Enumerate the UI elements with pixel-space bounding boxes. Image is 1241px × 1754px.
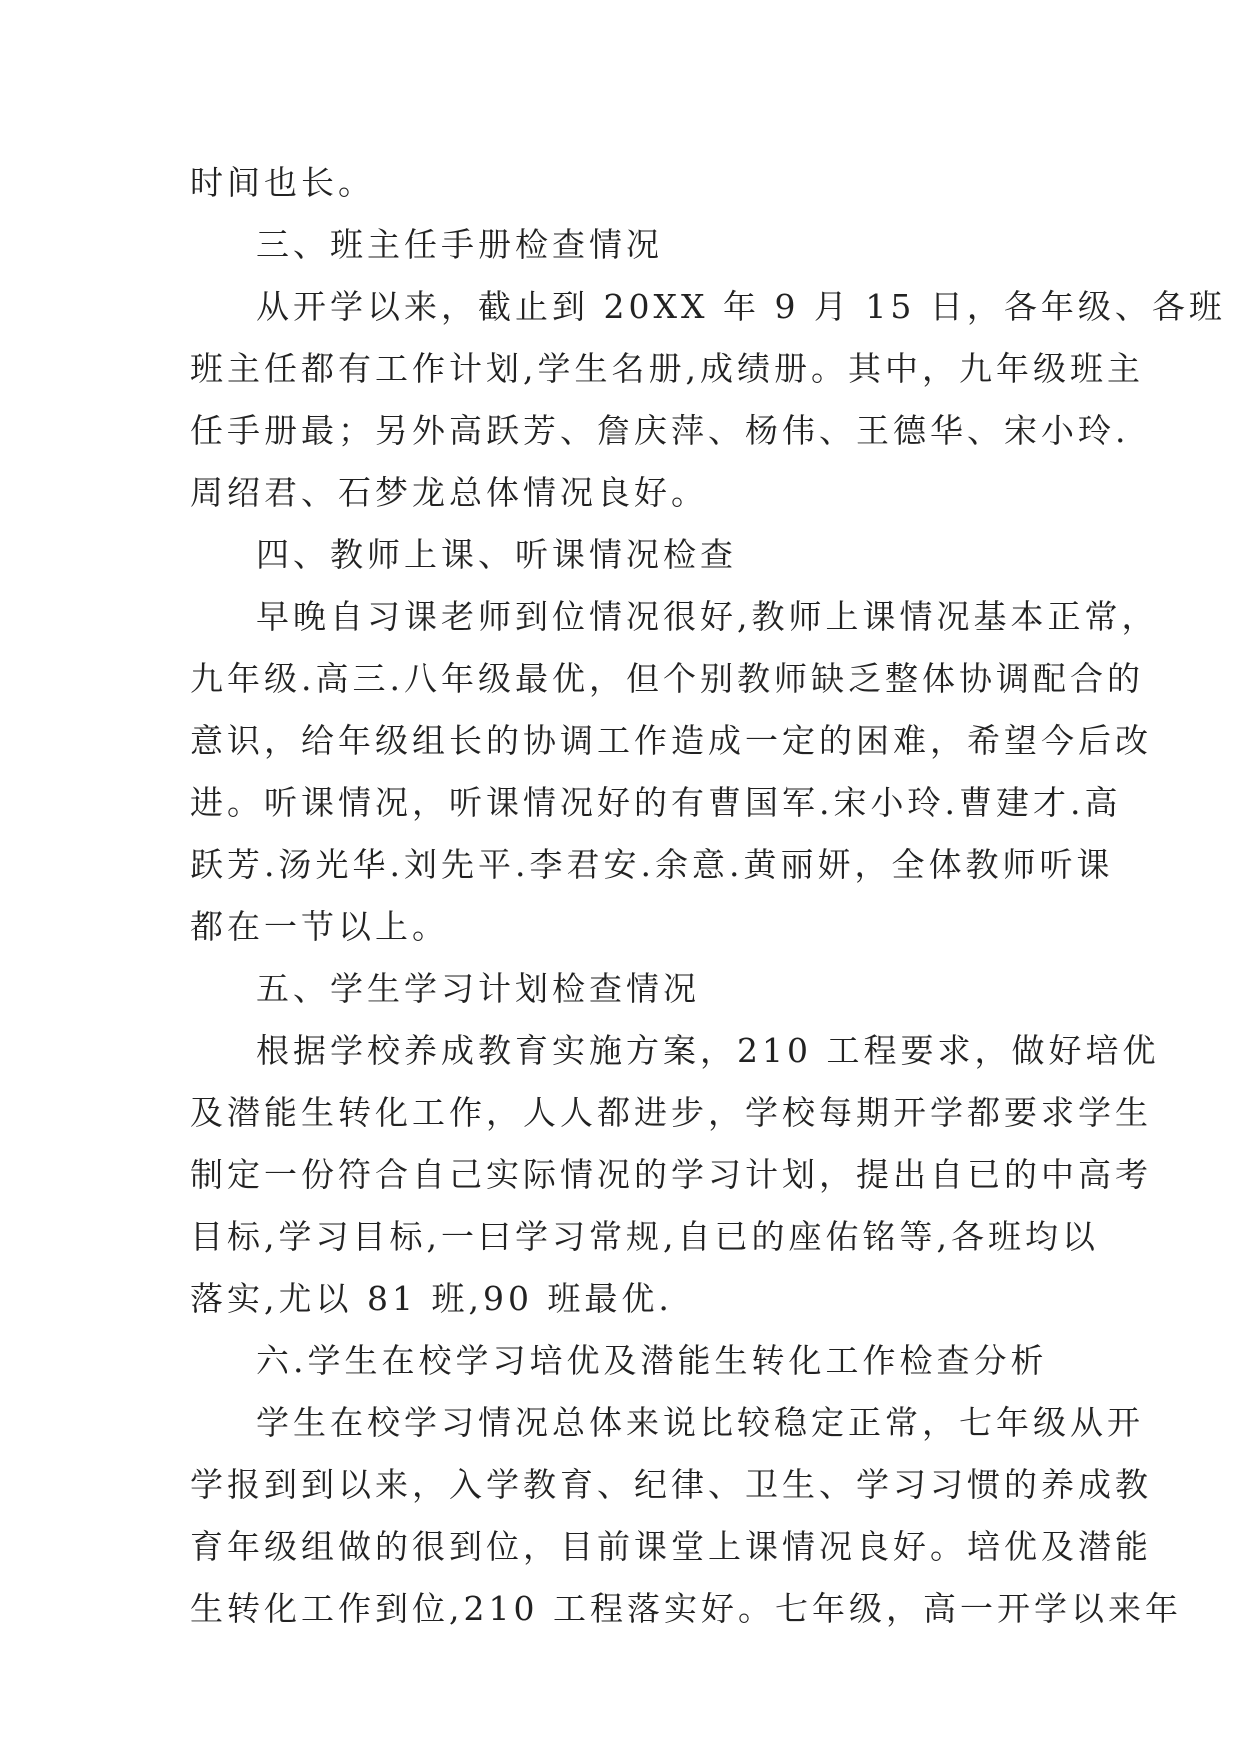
- text-line: 跃芳.汤光华.刘先平.李君安.余意.黄丽妍，全体教师听课: [190, 845, 1114, 884]
- text-line: 学报到到以来，入学教育、纪律、卫生、学习习惯的养成教: [190, 1465, 1152, 1504]
- text-line: 及潜能生转化工作，人人都进步，学校每期开学都要求学生: [190, 1093, 1152, 1132]
- text-line: 班主任都有工作计划,学生名册,成绩册。其中，九年级班主: [190, 349, 1144, 388]
- text-line: 早晚自习课老师到位情况很好,教师上课情况基本正常，: [256, 597, 1159, 636]
- text-line: 学生在校学习情况总体来说比较稳定正常，七年级从开: [256, 1403, 1144, 1442]
- text-line: 九年级.高三.八年级最优，但个别教师缺乏整体协调配合的: [190, 659, 1144, 698]
- section-heading: 三、班主任手册检查情况: [256, 225, 663, 264]
- text-line: 目标,学习目标,一曰学习常规,自已的座佑铭等,各班均以: [190, 1217, 1099, 1256]
- text-line: 意识，给年级组长的协调工作造成一定的困难，希望今后改: [190, 721, 1152, 760]
- text-line: 进。听课情况，听课情况好的有曹国军.宋小玲.曹建才.高: [190, 783, 1122, 822]
- text-line: 时间也长。: [190, 163, 375, 202]
- text-line: 任手册最；另外高跃芳、詹庆萍、杨伟、王德华、宋小玲.: [190, 411, 1130, 450]
- text-line: 生转化工作到位,210 工程落实好。七年级，高一开学以来年: [190, 1589, 1182, 1628]
- section-heading: 四、教师上课、听课情况检查: [256, 535, 737, 574]
- text-line: 根据学校养成教育实施方案，210 工程要求，做好培优: [256, 1031, 1160, 1070]
- section-heading: 六.学生在校学习培优及潜能生转化工作检查分析: [256, 1341, 1048, 1380]
- section-heading: 五、学生学习计划检查情况: [256, 969, 700, 1008]
- text-line: 都在一节以上。: [190, 907, 449, 946]
- text-line: 周绍君、石梦龙总体情况良好。: [190, 473, 708, 512]
- text-line: 从开学以来，截止到 20XX 年 9 月 15 日，各年级、各班: [256, 287, 1226, 326]
- text-line: 制定一份符合自己实际情况的学习计划，提出自已的中高考: [190, 1155, 1152, 1194]
- document-body: [190, 152, 1226, 1640]
- text-line: 育年级组做的很到位，目前课堂上课情况良好。培优及潜能: [190, 1527, 1152, 1566]
- text-line: 落实,尤以 81 班,90 班最优.: [190, 1279, 673, 1318]
